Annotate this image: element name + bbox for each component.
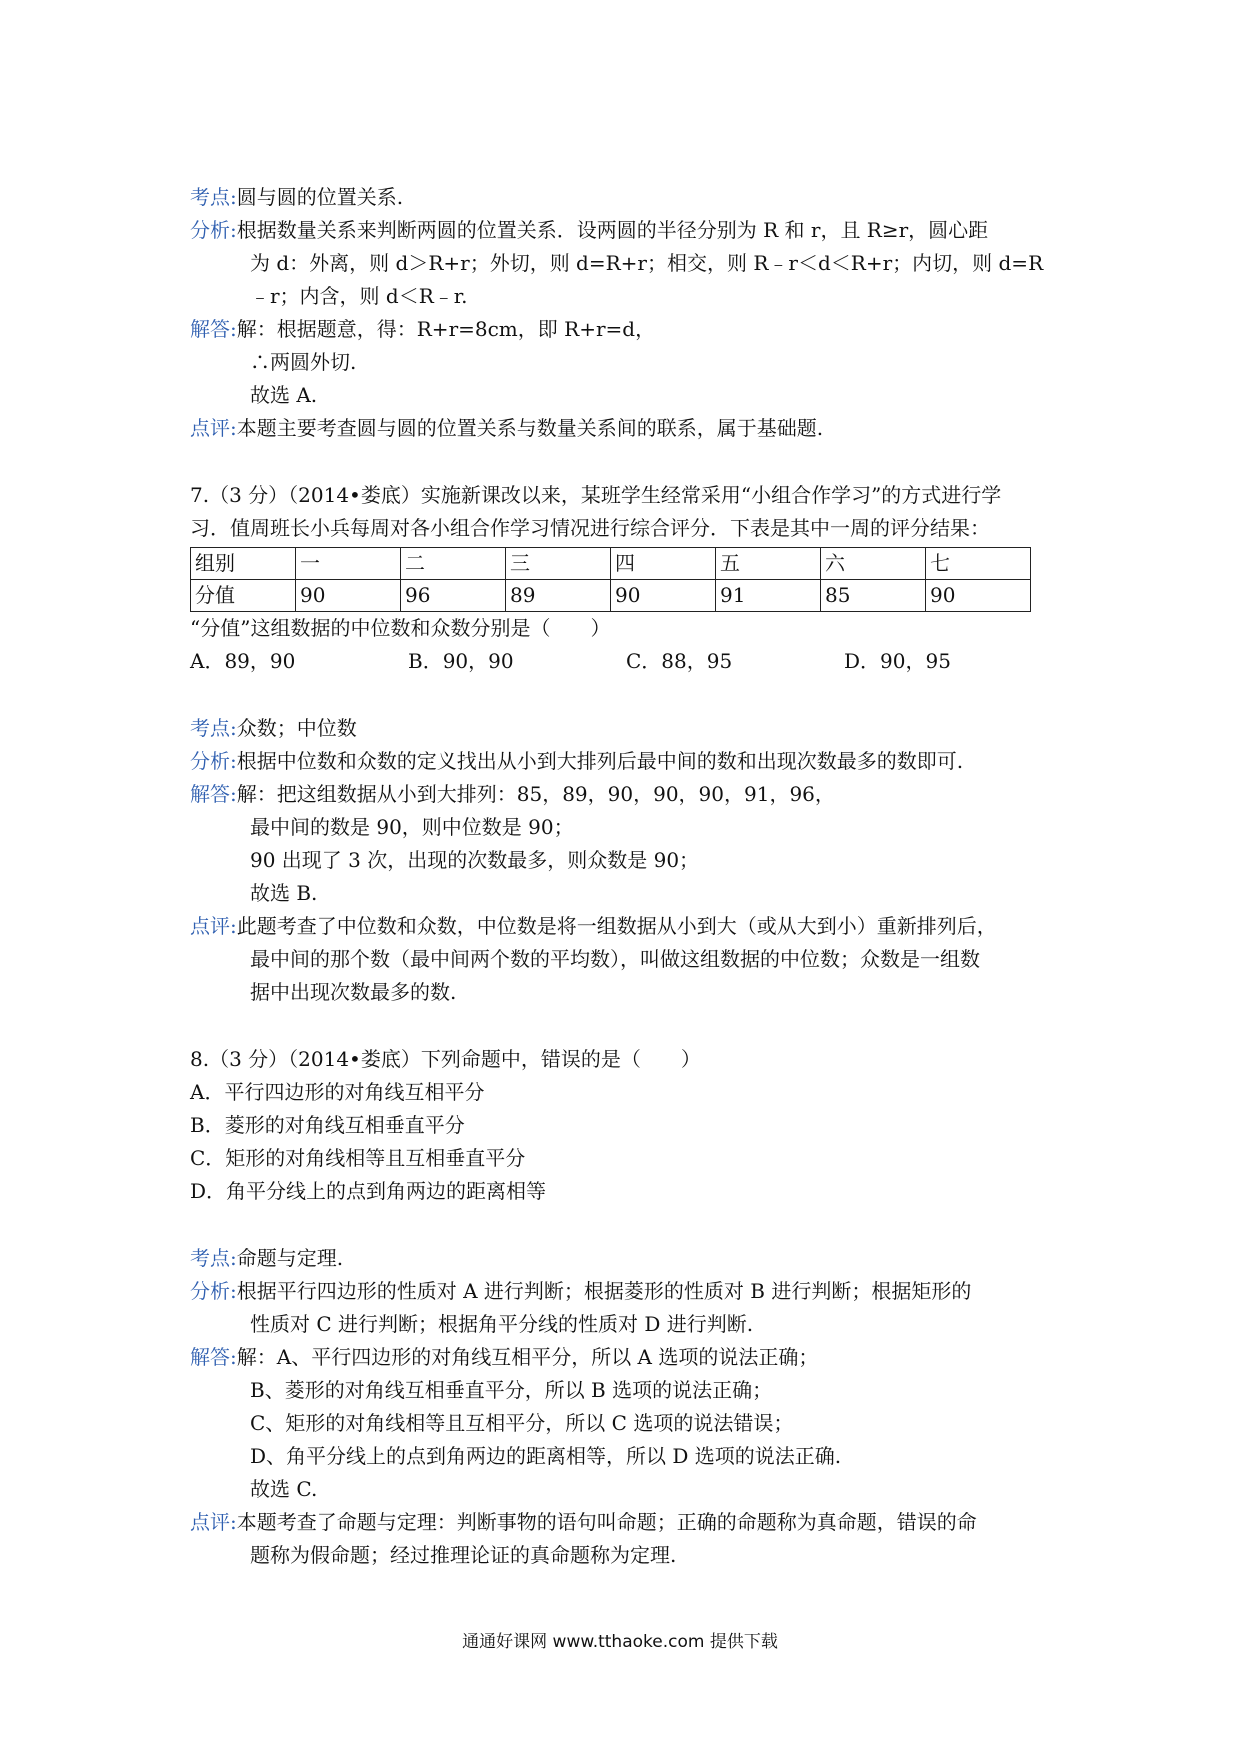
fenxi-text: 根据中位数和众数的定义找出从小到大排列后最中间的数和出现次数最多的数即可.	[236, 749, 964, 773]
fenxi-tag: 分析:	[190, 749, 237, 773]
jieda-row	[190, 778, 1070, 811]
jieda-text: 故选 B.	[250, 881, 318, 905]
dianping-tag: 点评:	[190, 914, 237, 938]
fenxi-row	[190, 745, 1070, 778]
table-row	[191, 548, 1031, 580]
question-stem: 7.（3 分）（2014•娄底）实施新课改以来，某班学生经常采用“小组合作学习”的方式进行学	[190, 483, 1002, 507]
option-d: D．角平分线上的点到角两边的距离相等	[190, 1179, 547, 1203]
kaodian-row	[190, 1242, 1070, 1275]
table-cell: 二	[401, 548, 506, 580]
table-cell: 90	[926, 580, 1031, 612]
fenxi-row	[190, 214, 1070, 247]
table-cell: 分值	[191, 580, 296, 612]
jieda-row	[190, 1341, 1070, 1374]
option-c: C．88，95	[626, 649, 733, 673]
table-row	[191, 580, 1031, 612]
jieda-text: 故选 C.	[250, 1477, 318, 1501]
jieda-text: C、矩形的对角线相等且互相平分，所以 C 选项的说法错误；	[250, 1411, 794, 1435]
document-page	[190, 181, 1070, 1572]
kaodian-text: 命题与定理.	[236, 1246, 344, 1270]
fenxi-text: 性质对 C 进行判断；根据角平分线的性质对 D 进行判断.	[250, 1312, 754, 1336]
table-cell: 四	[611, 548, 716, 580]
kaodian-row	[190, 181, 1070, 214]
jieda-tag: 解答:	[190, 782, 237, 806]
jieda-tag: 解答:	[190, 317, 237, 341]
jieda-row	[190, 313, 1070, 346]
dianping-text: 此题考查了中位数和众数，中位数是将一组数据从小到大（或从大到小）重新排列后，	[236, 914, 997, 938]
dianping-text: 本题考查了命题与定理：判断事物的语句叫命题；正确的命题称为真命题，错误的命	[236, 1510, 977, 1534]
question-prompt: “分值”这组数据的中位数和众数分别是（ ）	[190, 616, 611, 640]
fenxi-text: 为 d：外离，则 d＞R+r；外切，则 d=R+r；相交，则 R﹣r＜d＜R+r；内切，则 d=R	[250, 251, 1044, 275]
jieda-tag: 解答:	[190, 1345, 237, 1369]
q7-solution	[190, 712, 1070, 1009]
table-cell: 七	[926, 548, 1031, 580]
dianping-row	[190, 910, 1070, 943]
fenxi-tag: 分析:	[190, 218, 237, 242]
dianping-row	[190, 1506, 1070, 1539]
fenxi-text: 根据数量关系来判断两圆的位置关系．设两圆的半径分别为 R 和 r，且 R≥r，圆心距	[236, 218, 989, 242]
dianping-tag: 点评:	[190, 1510, 237, 1534]
table-cell: 91	[716, 580, 821, 612]
kaodian-tag: 考点:	[190, 185, 237, 209]
option-a: A．89，90	[190, 649, 296, 673]
question-stem: 习．值周班长小兵每周对各小组合作学习情况进行综合评分．下表是其中一周的评分结果：	[190, 516, 990, 540]
jieda-text: 解：把这组数据从小到大排列：85，89，90，90，90，91，96，	[236, 782, 835, 806]
score-table	[190, 547, 1031, 612]
table-cell: 组别	[191, 548, 296, 580]
option-d: D．90，95	[844, 649, 951, 673]
question-8	[190, 1043, 1070, 1208]
option-a: A．平行四边形的对角线互相平分	[190, 1080, 485, 1104]
fenxi-row	[190, 1275, 1070, 1308]
answer-options	[190, 645, 1070, 678]
dianping-text: 最中间的那个数（最中间两个数的平均数），叫做这组数据的中位数；众数是一组数	[250, 947, 980, 971]
table-cell: 五	[716, 548, 821, 580]
table-cell: 三	[506, 548, 611, 580]
table-cell: 96	[401, 580, 506, 612]
fenxi-text: ﹣r；内含，则 d＜R﹣r.	[250, 284, 468, 308]
table-cell: 六	[821, 548, 926, 580]
jieda-text: D、角平分线上的点到角两边的距离相等，所以 D 选项的说法正确.	[250, 1444, 842, 1468]
dianping-row	[190, 412, 1070, 445]
dianping-text: 据中出现次数最多的数.	[250, 980, 457, 1004]
dianping-text: 题称为假命题；经过推理论证的真命题称为定理.	[250, 1543, 677, 1567]
kaodian-tag: 考点:	[190, 1246, 237, 1270]
table-cell: 85	[821, 580, 926, 612]
page-footer: 通通好课网 www.tthaoke.com 提供下载	[462, 1632, 778, 1652]
kaodian-text: 众数；中位数	[236, 716, 357, 740]
jieda-text: ∴两圆外切.	[250, 350, 357, 374]
option-b: B．90，90	[408, 649, 514, 673]
q8-solution	[190, 1242, 1070, 1572]
kaodian-text: 圆与圆的位置关系.	[236, 185, 404, 209]
jieda-text: 90 出现了 3 次，出现的次数最多，则众数是 90；	[250, 848, 700, 872]
dianping-tag: 点评:	[190, 416, 237, 440]
table-cell: 一	[296, 548, 401, 580]
option-c: C．矩形的对角线相等且互相垂直平分	[190, 1146, 526, 1170]
table-cell: 89	[506, 580, 611, 612]
question-stem: 8.（3 分）（2014•娄底）下列命题中，错误的是（ ）	[190, 1047, 701, 1071]
jieda-text: 解：根据题意，得：R+r=8cm，即 R+r=d，	[236, 317, 656, 341]
fenxi-text: 根据平行四边形的性质对 A 进行判断；根据菱形的性质对 B 进行判断；根据矩形的	[236, 1279, 972, 1303]
question-7	[190, 479, 1070, 678]
option-b: B．菱形的对角线互相垂直平分	[190, 1113, 465, 1137]
dianping-text: 本题主要考查圆与圆的位置关系与数量关系间的联系，属于基础题.	[236, 416, 824, 440]
table-cell: 90	[296, 580, 401, 612]
jieda-text: 最中间的数是 90，则中位数是 90；	[250, 815, 574, 839]
q6-solution	[190, 181, 1070, 445]
jieda-text: 故选 A.	[250, 383, 318, 407]
jieda-text: 解：A、平行四边形的对角线互相平分，所以 A 选项的说法正确；	[236, 1345, 819, 1369]
fenxi-tag: 分析:	[190, 1279, 237, 1303]
kaodian-row	[190, 712, 1070, 745]
jieda-text: B、菱形的对角线互相垂直平分，所以 B 选项的说法正确；	[250, 1378, 773, 1402]
kaodian-tag: 考点:	[190, 716, 237, 740]
table-cell: 90	[611, 580, 716, 612]
